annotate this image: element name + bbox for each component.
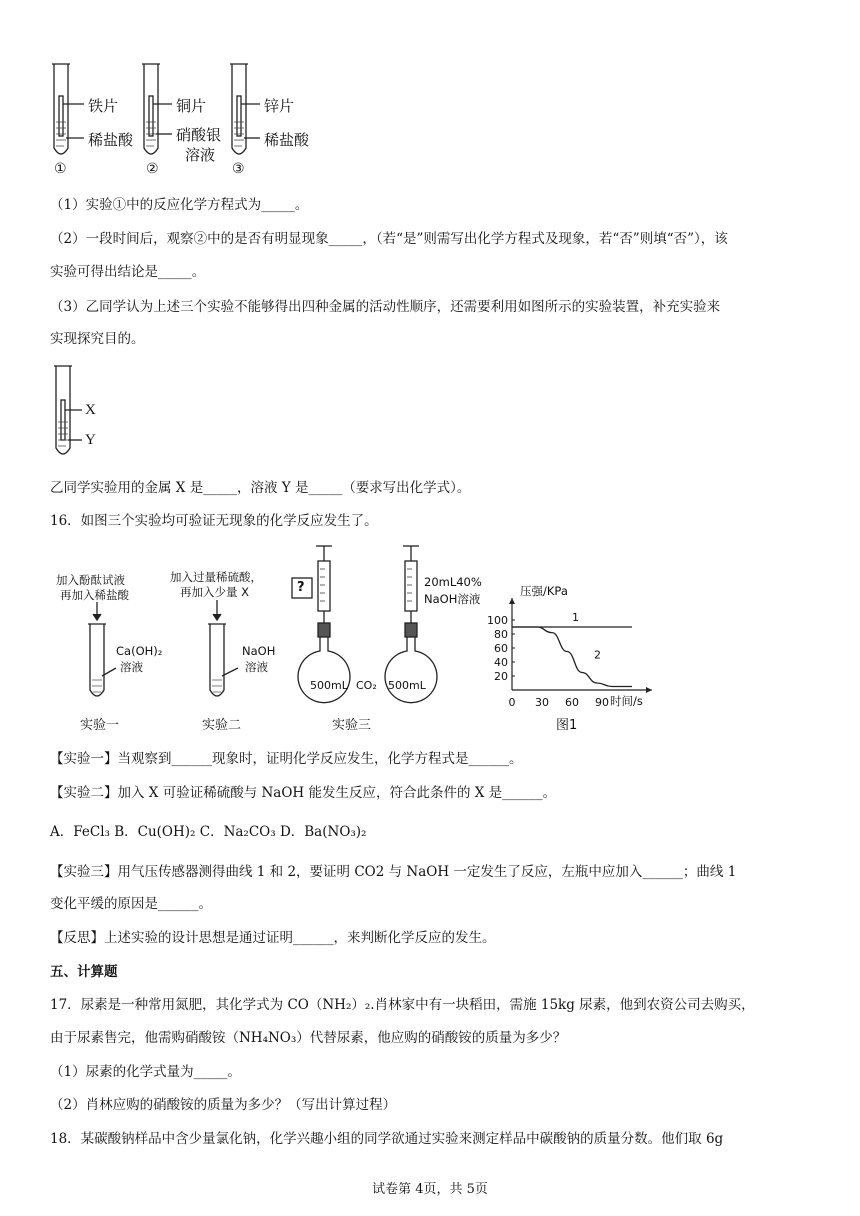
y-tick-label: 40 [494, 656, 508, 669]
tube2-number: ② [146, 161, 159, 177]
x-tick-label: 90 [595, 696, 609, 709]
reflection-question: 【反思】上述实验的设计思想是通过证明______，来判断化学反应的发生。 [50, 930, 496, 946]
exp3-naoh-solution: NaOH溶液 [424, 592, 481, 606]
tube2-top-label: 铜片 [176, 97, 207, 115]
exp1-instruction-2: 再加入稀盐酸 [60, 588, 129, 602]
tube3-bottom-label: 稀盐酸 [264, 131, 310, 149]
graph-y-title: 压强/KPa [520, 584, 568, 598]
exp3-co2-label: CO₂ [356, 679, 377, 692]
exp1-tube [80, 600, 120, 705]
question-16-stem: 16．如图三个实验均可验证无现象的化学反应发生了。 [50, 513, 378, 529]
question-15-3-line2: 实现探究目的。 [50, 331, 145, 347]
y-axis-arrow [509, 598, 515, 604]
x-tick-label: 30 [535, 696, 549, 709]
x-tick-label: 0 [508, 696, 516, 709]
answer-options: A．FeCl₃ B．Cu(OH)₂ C．Na₂CO₃ D．Ba(NO₃)₂ [50, 824, 367, 840]
tube1-bottom-label: 稀盐酸 [88, 131, 134, 149]
question-17-line2: 由于尿素售完，他需购硝酸铵（NH₄NO₃）代替尿素，他应购的硝酸铵的质量为多少？ [50, 1030, 567, 1046]
tube2-bottom-label: 硝酸银 [176, 126, 222, 144]
exp2-solution-1: NaOH [242, 644, 276, 658]
exp2-tube [200, 598, 240, 705]
y-tick-label: 100 [487, 614, 508, 627]
exp1-solution-1: Ca(OH)₂ [116, 644, 163, 658]
exp3-left-flask-volume: 500mL [310, 679, 348, 692]
exp2-instruction-2: 再加入少量 X [180, 585, 250, 599]
exp3-caption: 实验三 [332, 718, 372, 733]
xy-tube-figure [50, 364, 110, 464]
exp2-solution-2: 溶液 [245, 660, 268, 674]
page-footer: 试卷第 4页，共 5页 [372, 1182, 488, 1197]
tube1-number: ① [54, 161, 67, 177]
question-18: 18．某碳酸钠样品中含少量氯化钠，化学兴趣小组的同学欲通过实验来测定样品中碳酸钠的质量分数。他们取 6g [50, 1131, 724, 1147]
series-line-2 [512, 627, 632, 687]
x-tick-label: 60 [565, 696, 579, 709]
exp1-caption: 实验一 [80, 718, 120, 733]
x-axis-arrow [646, 687, 652, 693]
experiment-1-question: 【实验一】当观察到______现象时，证明化学反应发生，化学方程式是______。 [50, 751, 523, 767]
exp3-naoh-volume: 20mL40% [424, 575, 482, 589]
solution-y-label: Y [85, 432, 96, 448]
question-17-1: （1）尿素的化学式量为_____。 [50, 1064, 241, 1080]
question-15-2-line2: 实验可得出结论是_____。 [50, 264, 206, 280]
experiment-3-question-line2: 变化平缓的原因是______。 [50, 896, 212, 912]
exp3-question-mark: ? [297, 580, 305, 595]
question-15-1: （1）实验①中的反应化学方程式为_____。 [50, 197, 309, 213]
graph-x-title: 时间/s [610, 694, 643, 708]
tube2-bottom-label-2: 溶液 [185, 146, 216, 164]
experiment-2-question: 【实验二】加入 X 可验证稀硫酸与 NaOH 能发生反应，符合此条件的 X 是______。 [50, 785, 557, 801]
tube1-top-label: 铁片 [88, 97, 119, 115]
exp3-right-flask-volume: 500mL [388, 679, 426, 692]
series-label-1: 1 [572, 611, 579, 624]
exp1-instruction-1: 加入酚酞试液 [56, 573, 125, 587]
y-tick-label: 20 [494, 670, 508, 683]
series-label-2: 2 [594, 648, 601, 662]
question-15-3-line3: 乙同学实验用的金属 X 是_____，溶液 Y 是_____（要求写出化学式）。 [50, 480, 471, 496]
tube3-top-label: 锌片 [264, 97, 295, 115]
section-5-heading: 五、计算题 [50, 964, 118, 980]
experiment-3-question-line1: 【实验三】用气压传感器测得曲线 1 和 2，要证明 CO2 与 NaOH 一定发生了反应，左瓶中应加入______；曲线 1 [50, 864, 737, 880]
y-tick-label: 60 [494, 642, 508, 655]
exp1-solution-2: 溶液 [120, 660, 143, 674]
metal-x-label: X [85, 402, 96, 418]
tube3-number: ③ [232, 161, 245, 177]
question-17-2: （2）肖林应购的硝酸铵的质量为多少？（写出计算过程） [50, 1097, 397, 1113]
question-15-3-line1: （3）乙同学认为上述三个实验不能够得出四种金属的活动性顺序，还需要利用如图所示的实验装置，补充实验来 [50, 299, 721, 315]
graph-caption: 图1 [556, 718, 578, 733]
exp2-instruction-1: 加入过量稀硫酸， [170, 570, 262, 584]
question-15-2-line1: （2）一段时间后，观察②中的是否有明显现象_____，（若“是”则需写出化学方程式及现象，若“否”则填“否”），该 [50, 231, 728, 247]
y-tick-label: 80 [494, 628, 508, 641]
exp2-caption: 实验二 [202, 718, 242, 733]
question-17-line1: 17．尿素是一种常用氮肥，其化学式为 CO（NH₂）₂.肖林家中有一块稻田，需施 15kg 尿素，他到农资公司去购买， [50, 997, 755, 1013]
